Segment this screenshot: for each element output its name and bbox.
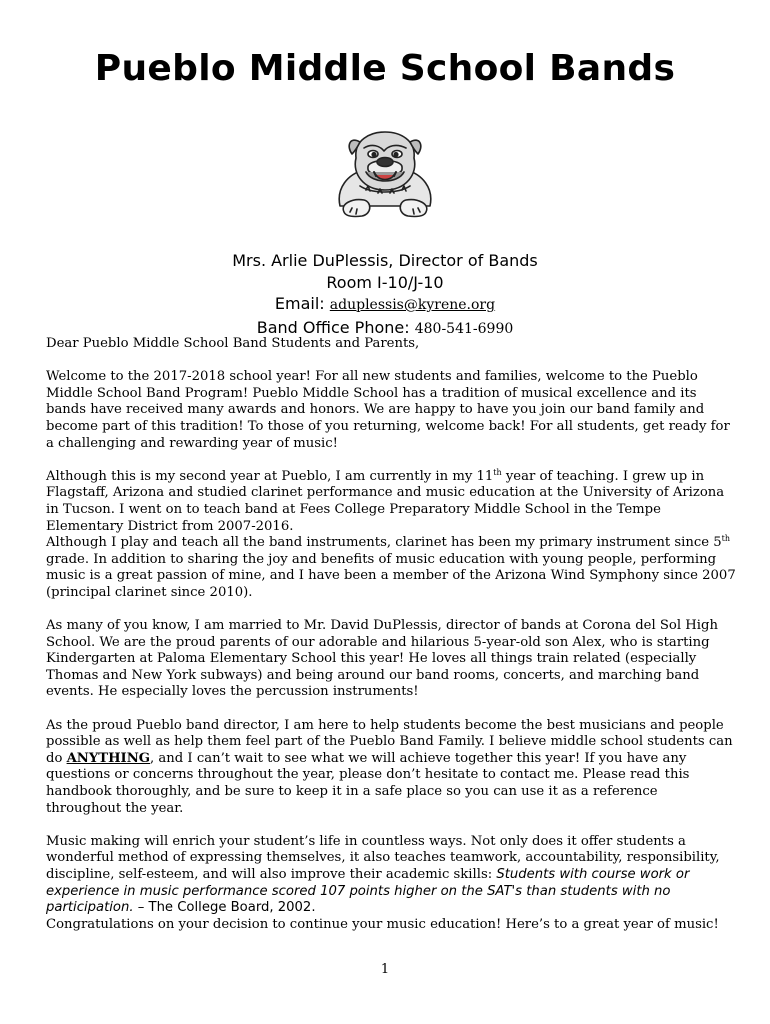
paragraph-text: As the proud Pueblo band director, I am here to help students become the best musicians and people possible as well as help them feel part of the Pueblo Band Family. I believe middle school students can do	[46, 717, 733, 766]
sat-quote: Students with course work or experience in music performance scored 107 points higher on the SAT's than students with no participation.	[46, 867, 690, 916]
emphasis-anything: ANYTHING	[66, 750, 151, 766]
email-label: Email:	[274, 294, 325, 313]
letter-paragraph-background	[46, 469, 736, 535]
bulldog-mascot-icon	[326, 128, 444, 220]
superscript-ordinal: th	[493, 467, 502, 477]
phone-value: 480-541-6990	[414, 320, 514, 337]
paragraph-text: Although this is my second year at Pueblo, I am currently in my 11	[46, 468, 494, 484]
paragraph-text: , and I can’t wait to see what we will achieve together this year! If you have any questions or concerns throughout the year, please don’t hesitate to contact me. Please read this handbook thoroughly, and be sure to keep it in a safe place so you can use it as a reference throughout the year.	[46, 750, 690, 816]
email-line	[0, 293, 770, 317]
paragraph-text: Although I play and teach all the band instruments, clarinet has been my primary instrument since 5	[46, 535, 722, 551]
letter-salutation: Dear Pueblo Middle School Band Students and Parents,	[46, 336, 420, 351]
room-line: Room I-10/J-10	[326, 272, 444, 292]
director-line: Mrs. Arlie DuPlessis, Director of Bands	[232, 251, 538, 270]
phone-label: Band Office Phone:	[256, 317, 410, 337]
paragraph-text: grade. In addition to sharing the joy and benefits of music education with young people, performing music is a great passion of mine, and I have been a member of the Arizona Wind Symphony since 2007 (principal clarinet since 2010).	[46, 551, 736, 600]
paragraph-text: year of teaching. I grew up in Flagstaff, Arizona and studied clarinet performance and music education at the University of Arizona in Tucson. I went on to teach band at Fees College Preparatory Middle School in the Tempe Elementary District from 2007-2016.	[46, 468, 725, 534]
letter-paragraph-benefits	[46, 834, 736, 917]
letter-paragraph-welcome: Welcome to the 2017-2018 school year! For all new students and families, welcome to the Pueblo Middle School Band Program! Pueblo Middle School has a tradition of musical excellence and its bands have received many awards and honors. We are happy to have you join our band family and become part of this tradition! To those of you returning, welcome back! For all students, get ready for a challenging and rewarding year of music!	[46, 369, 730, 451]
paragraph-text: Music making will enrich your student’s life in countless ways. Not only does it offer students a wonderful method of expressing themselves, it also teaches teamwork, accountability, responsibility, discipline, self-esteem, and will also improve their academic skills:	[46, 833, 720, 882]
superscript-ordinal: th	[721, 534, 730, 544]
director-contact-block	[0, 250, 770, 340]
email-link[interactable]: aduplessis@kyrene.org	[329, 297, 496, 313]
letter-body	[46, 336, 736, 933]
page-number: 1	[380, 962, 390, 977]
quote-citation: – The College Board, 2002.	[133, 900, 316, 916]
letter-paragraph-clarinet	[46, 535, 736, 601]
letter-paragraph-family: As many of you know, I am married to Mr. David DuPlessis, director of bands at Corona del Sol High School. We are the proud parents of our adorable and hilarious 5-year-old son Alex, who is starting Kindergarten at Paloma Elementary School this year! He loves all things train related (especially Thomas and New York subways) and being around our band rooms, concerts, and marching band events. He especially loves the percussion instruments!	[46, 618, 718, 700]
letter-paragraph-mission	[46, 718, 736, 818]
letter-closing: Congratulations on your decision to continue your music education! Here’s to a great year of music!	[46, 916, 719, 932]
page-title: Pueblo Middle School Bands	[94, 48, 676, 89]
